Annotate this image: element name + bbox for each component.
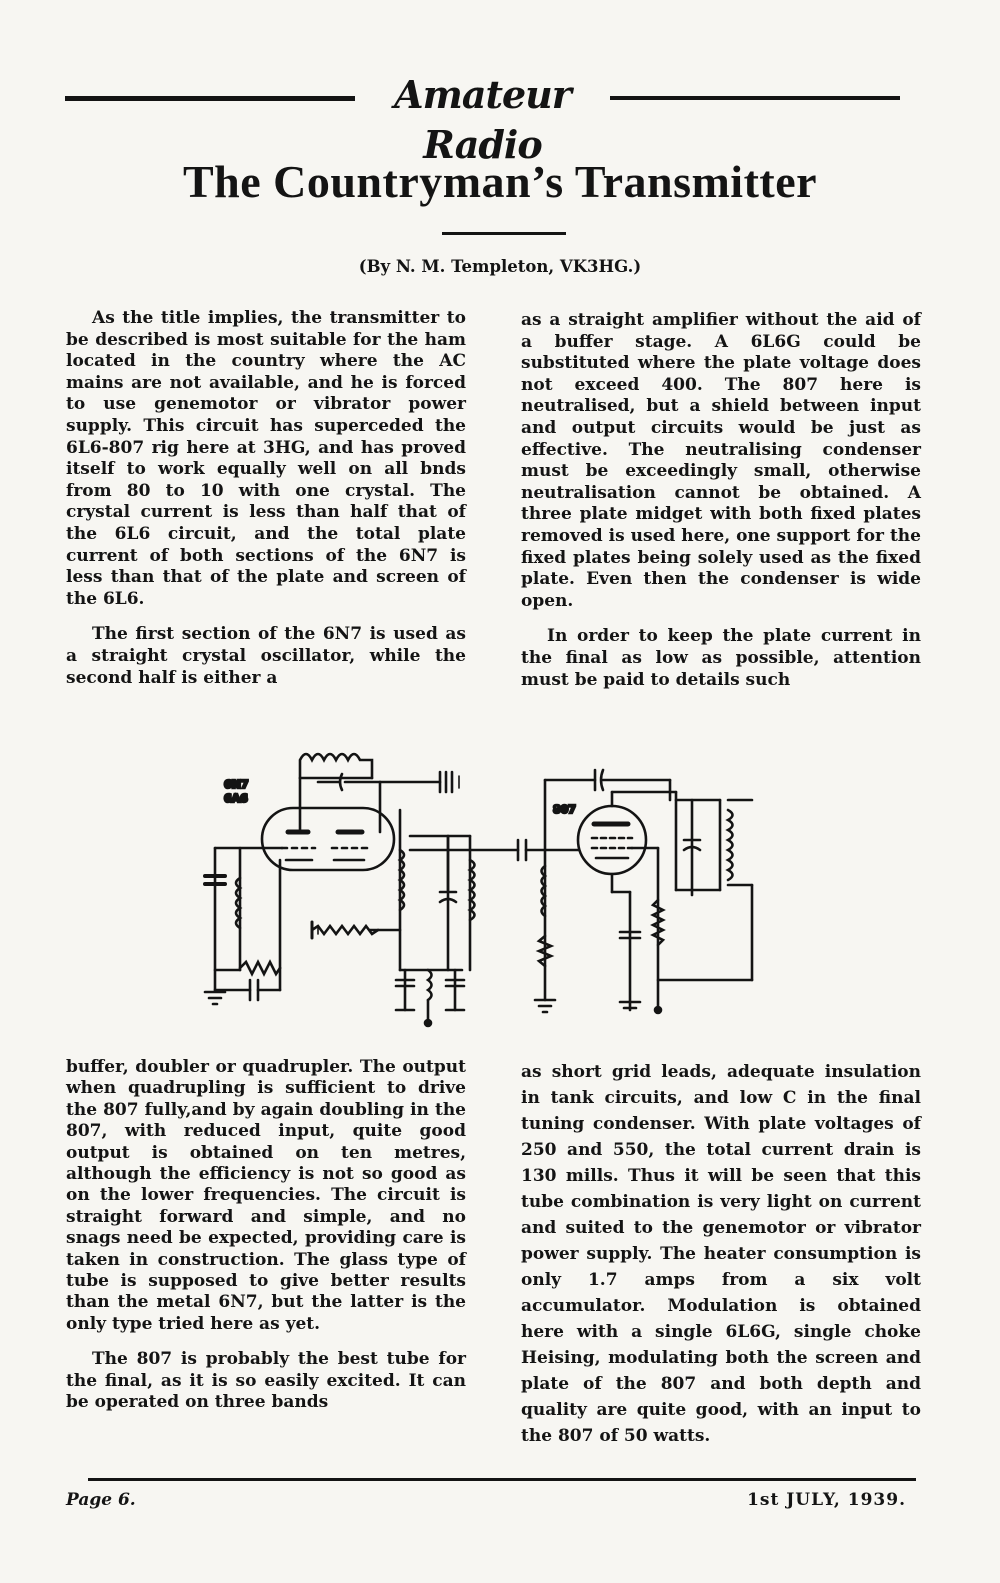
text-column-4 xyxy=(521,1059,921,1449)
tube1-label-b: 6A6 xyxy=(224,792,248,805)
paragraph: as a straight amplifier without the aid of a buffer stage. A 6L6G could be substituted where the plate voltage does not exceed 400. The 807 here is neutralised, but a shield between input and output circuits would be just as effective. The neutralising condenser must be exceedingly small, otherwise neutralisation cannot be obtained. A three plate midget with both fixed plates removed is used here, one support for the fixed plates being solely used as the fixed plate. Even then the condenser is wide open. xyxy=(521,310,921,611)
text-column-1 xyxy=(66,308,466,703)
paragraph: The 807 is probably the best tube for the final, as it is so easily excited. It can be operated on three bands xyxy=(66,1349,466,1413)
tube1-envelope xyxy=(262,808,394,870)
masthead-header xyxy=(65,70,900,167)
title-divider xyxy=(442,232,566,235)
paragraph: buffer, doubler or quadrupler. The output when quadrupling is sufficient to drive the 807 fully,and by again doubling in the 807, with reduced input, quite good output is obtained on ten metres, although the efficiency is not so good as on the lower frequencies. The circuit is straight forward and simple, and no snags need be expected, providing care is taken in construction. The glass type of tube is supposed to give better results than the metal 6N7, but the latter is the only type tried here as yet. xyxy=(66,1057,466,1334)
masthead-rule-right xyxy=(610,96,900,100)
page-number: Page 6. xyxy=(66,1490,136,1510)
circuit-schematic xyxy=(200,740,760,1040)
paragraph: In order to keep the plate current in the final as low as possible, attention must be paid to details such xyxy=(521,626,921,690)
article-byline: (By N. M. Templeton, VK3HG.) xyxy=(358,257,642,276)
article-title: The Countryman’s Transmitter xyxy=(182,156,818,207)
tube1-label-a: 6N7 xyxy=(224,778,249,791)
paragraph: The first section of the 6N7 is used as a straight crystal oscillator, while the second half is either a xyxy=(66,624,466,688)
text-column-2 xyxy=(521,310,921,705)
tube2-envelope xyxy=(578,806,646,874)
tube2-label: 807 xyxy=(553,803,576,816)
footer-rule xyxy=(88,1478,916,1481)
paragraph: as short grid leads, adequate insulation in tank circuits, and low C in the final tuning condenser. With plate voltages of 250 and 550, the total current drain is 130 mills. Thus it will be seen that this tube combination is very light on current and suited to the genemotor or vibrator power supply. The heater consumption is only 1.7 amps from a six volt accumulator. Modulation is obtained here with a single 6L6G, single choke Heising, modulating both the screen and plate of the 807 and both depth and quality are quite good, with an input to the 807 of 50 watts. xyxy=(521,1062,921,1446)
paragraph: As the title implies, the transmitter to be described is most suitable for the ham located in the country where the AC mains are not available, and he is forced to use genemotor or vibrator power supply. This circuit has superceded the 6L6-807 rig here at 3HG, and has proved itself to work equally well on all bnds from 80 to 10 with one crystal. The crystal current is less than half that of the 6L6 circuit, and the total plate current of both sections of the 6N7 is less than that of the plate and screen of the 6L6. xyxy=(66,308,466,609)
masthead-rule-left xyxy=(65,96,355,101)
issue-date: 1st JULY, 1939. xyxy=(747,1490,906,1510)
masthead-logo: Amateur Radio xyxy=(394,72,571,167)
text-column-3 xyxy=(66,1057,466,1428)
